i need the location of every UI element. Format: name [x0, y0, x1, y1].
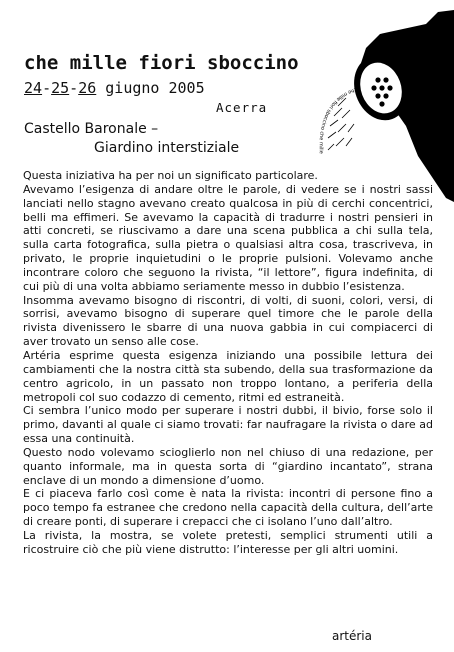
event-city: Acerra: [216, 100, 268, 115]
paragraph-8: La rivista, la mostra, se volete pretesti, semplici strumenti utili a ricostruire ciò che più viene distrutto: l’interesse per gli altri uomini.: [23, 528, 433, 556]
paragraph-6: Questo nodo volevamo scioglierlo non nel chiuso di una redazione, per quanto informale, ma in questa sorta di “giardino incantato”, strana enclave di un mondo a dimensione d’uomo.: [23, 445, 433, 487]
paragraph-4: Artéria esprime questa esigenza iniziando una possibile lettura dei cambiamenti che la nostra città sta subendo, della sua trasformazione da centro agricolo, in un passato non troppo lontano, a periferia della metropoli col suo codazzo di cemento, ritmi ed estraneità.: [23, 348, 433, 404]
poster-title: che mille fiori sboccino: [24, 52, 299, 74]
date-day-3: 26: [78, 79, 97, 97]
paragraph-7: E ci piaceva farlo così come è nata la rivista: incontri di persone fino a poco tempo fa estranee che credono nella capacità della cultura, dell’arte di creare ponti, di superare i crepacci che ci isolano l’uno dall’altro.: [23, 487, 433, 529]
signature: artéria: [332, 629, 372, 643]
paragraph-2: Avevamo l’esigenza di andare oltre le parole, di vedere se i nostri sassi lanciati nello stagno avevano creato qualcosa in più di cerchi concentrici, belli ma effimeri. Se avevamo la capacità di tradurre i nostri pensieri in atti concreti, se riuscivamo a dare una scena pubblica a chi sulla tela, sulla carta fotografica, sulla pietra o qualsiasi altra cosa, trascriveva, in privato, le proprie inquietudini o le proprie pulsioni. Volevamo anche incontrare coloro che seguono la rivista, “il lettore”, figura indefinita, di cui più di una volta abbiamo seriamente messo in dubbio l’esistenza.: [23, 182, 433, 293]
logo-arc-text: che mille fiori sboccino che mille: [317, 86, 358, 154]
event-dates: 24-25-26 giugno 2005: [24, 79, 205, 97]
paragraph-5: Ci sembra l’unico modo per superare i nostri dubbi, il bivio, forse solo il primo, davanti al quale ci siamo trovati: far naufragare la rivista o dare ad essa una continuità.: [23, 404, 433, 446]
date-day-2: 25: [51, 79, 70, 97]
paragraph-1: Questa iniziativa ha per noi un significato particolare.: [23, 169, 318, 182]
date-month-year: giugno 2005: [96, 79, 205, 97]
paragraph-3: Insomma avevamo bisogno di riscontri, di volti, di suoni, colori, versi, di sorrisi, avevamo bisogno di superare quel timore che le parole della rivista divenissero le sbarre di una nuova gabbia in cui compiacerci di aver trovato un senso alle cose.: [23, 293, 433, 349]
date-day-1: 24: [24, 79, 43, 97]
body-text: [23, 169, 433, 557]
venue-line-1: Castello Baronale –: [24, 121, 159, 137]
venue-line-2: Giardino interstiziale: [94, 140, 240, 156]
